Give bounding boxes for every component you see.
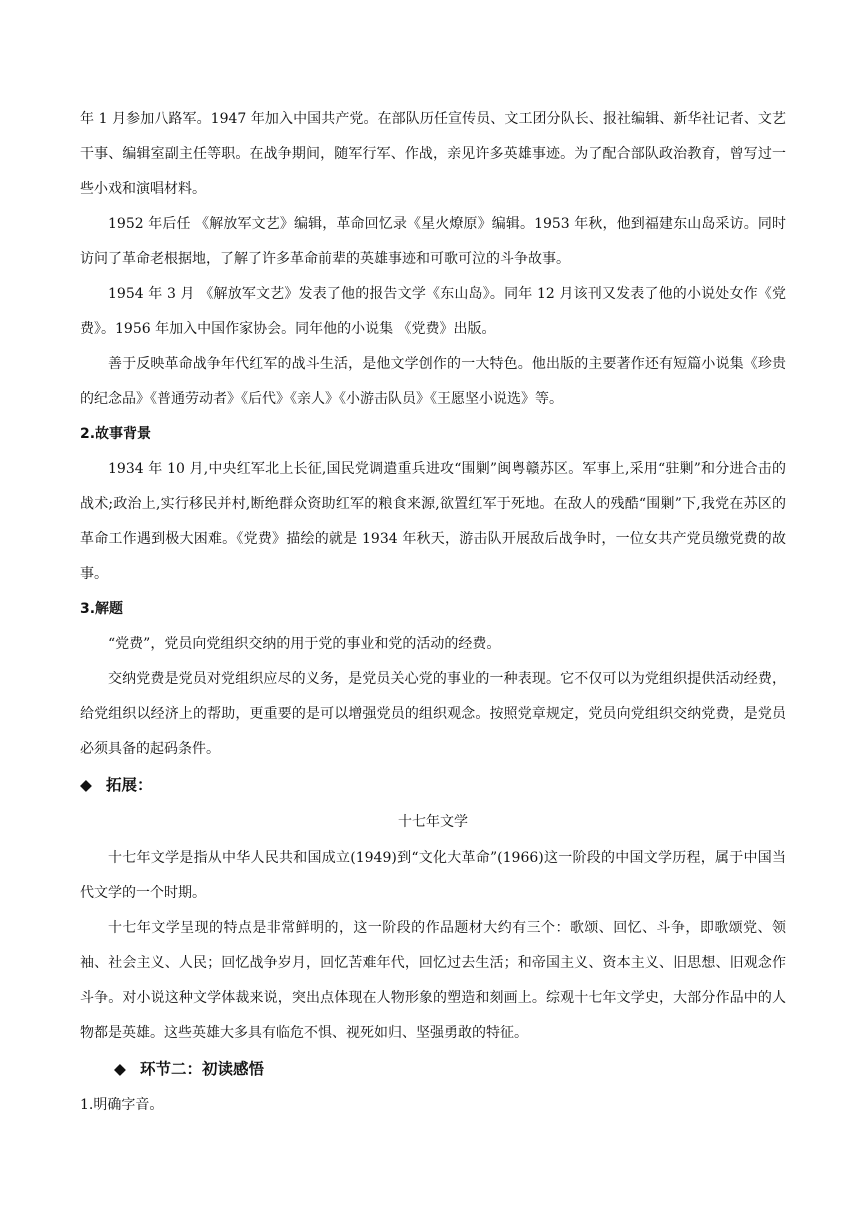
title-explanation-paragraph-1: “党费”，党员向党组织交纳的用于党的事业和党的活动的经费。 bbox=[108, 636, 501, 652]
diamond-bullet-icon: ◆ bbox=[114, 1060, 126, 1078]
background-paragraph: 1934 年 10 月,中央红军北上长征,国民党调遣重兵进攻“围剿”闽粤赣苏区。军事上,采用“驻剿”和分进合击的战术;政治上,实行移民并村,断绝群众资助红军的粮食来源,欲置红军于死地。在敌人的残酷“围剿”下,我党在苏区的革命工作遇到极大困难。《党费》描绘的就是 1934 年秋天，游击队开展敌后战争时，一位女共产党员缴党费的故事。 bbox=[80, 461, 786, 582]
author-bio-paragraph-4: 善于反映革命战争年代红军的战斗生活，是他文学创作的一大特色。他出版的主要著作还有短篇小说集《珍贵的纪念品》《普通劳动者》《后代》《亲人》《小游击队员》《王愿坚小说选》等。 bbox=[80, 356, 786, 407]
expansion-paragraph-2: 十七年文学呈现的特点是非常鲜明的，这一阶段的作品题材大约有三个：歌颂、回忆、斗争，即歌颂党、领袖、社会主义、人民；回忆战争岁月，回忆苦难年代，回忆过去生活；和帝国主义、资本主义、旧思想、旧观念作斗争。对小说这种文学体裁来说，突出点体现在人物形象的塑造和刻画上。综观十七年文学史，大部分作品中的人物都是英雄。这些英雄大多具有临危不惧、视死如归、坚强勇敢的特征。 bbox=[80, 920, 786, 1041]
diamond-bullet-icon: ◆ bbox=[80, 776, 92, 794]
expansion-paragraph-1: 十七年文学是指从中华人民共和国成立(1949)到“文化大革命”(1966)这一阶段的中国文学历程，属于中国当代文学的一个时期。 bbox=[80, 850, 786, 901]
expansion-heading-text: 拓展： bbox=[106, 776, 153, 794]
expansion-title: 十七年文学 bbox=[398, 814, 468, 830]
step2-item-1: 1.明确字音。 bbox=[80, 1097, 164, 1113]
document-page bbox=[80, 102, 786, 1123]
title-explanation-paragraph-2: 交纳党费是党员对党组织应尽的义务，是党员关心党的事业的一种表现。它不仅可以为党组织提供活动经费，给党组织以经济上的帮助，更重要的是可以增强党员的组织观念。按照党章规定，党员向党组织交纳党费，是党员必须具备的起码条件。 bbox=[80, 671, 786, 757]
author-bio-paragraph-2: 1952 年后任 《解放军文艺》编辑，革命回忆录《星火燎原》编辑。1953 年秋，他到福建东山岛采访。同时访问了革命老根据地，了解了许多革命前辈的英雄事迹和可歌可泣的斗争故事。 bbox=[80, 216, 786, 267]
section-heading-title-explanation: 3.解题 bbox=[80, 601, 124, 617]
step2-heading bbox=[80, 1051, 786, 1088]
author-bio-paragraph-3: 1954 年 3 月 《解放军文艺》发表了他的报告文学《东山岛》。同年 12 月该刊又发表了他的小说处女作《党费》。1956 年加入中国作家协会。同年他的小说集 《党费》出版。 bbox=[80, 286, 786, 337]
section-heading-background: 2.故事背景 bbox=[80, 426, 152, 442]
author-bio-paragraph-1: 年 1 月参加八路军。1947 年加入中国共产党。在部队历任宣传员、文工团分队长、报社编辑、新华社记者、文艺干事、编辑室副主任等职。在战争期间，随军行军、作战，亲见许多英雄事迹。为了配合部队政治教育，曾写过一些小戏和演唱材料。 bbox=[80, 111, 786, 197]
expansion-heading bbox=[80, 767, 786, 804]
step2-heading-text: 环节二：初读感悟 bbox=[140, 1060, 265, 1078]
